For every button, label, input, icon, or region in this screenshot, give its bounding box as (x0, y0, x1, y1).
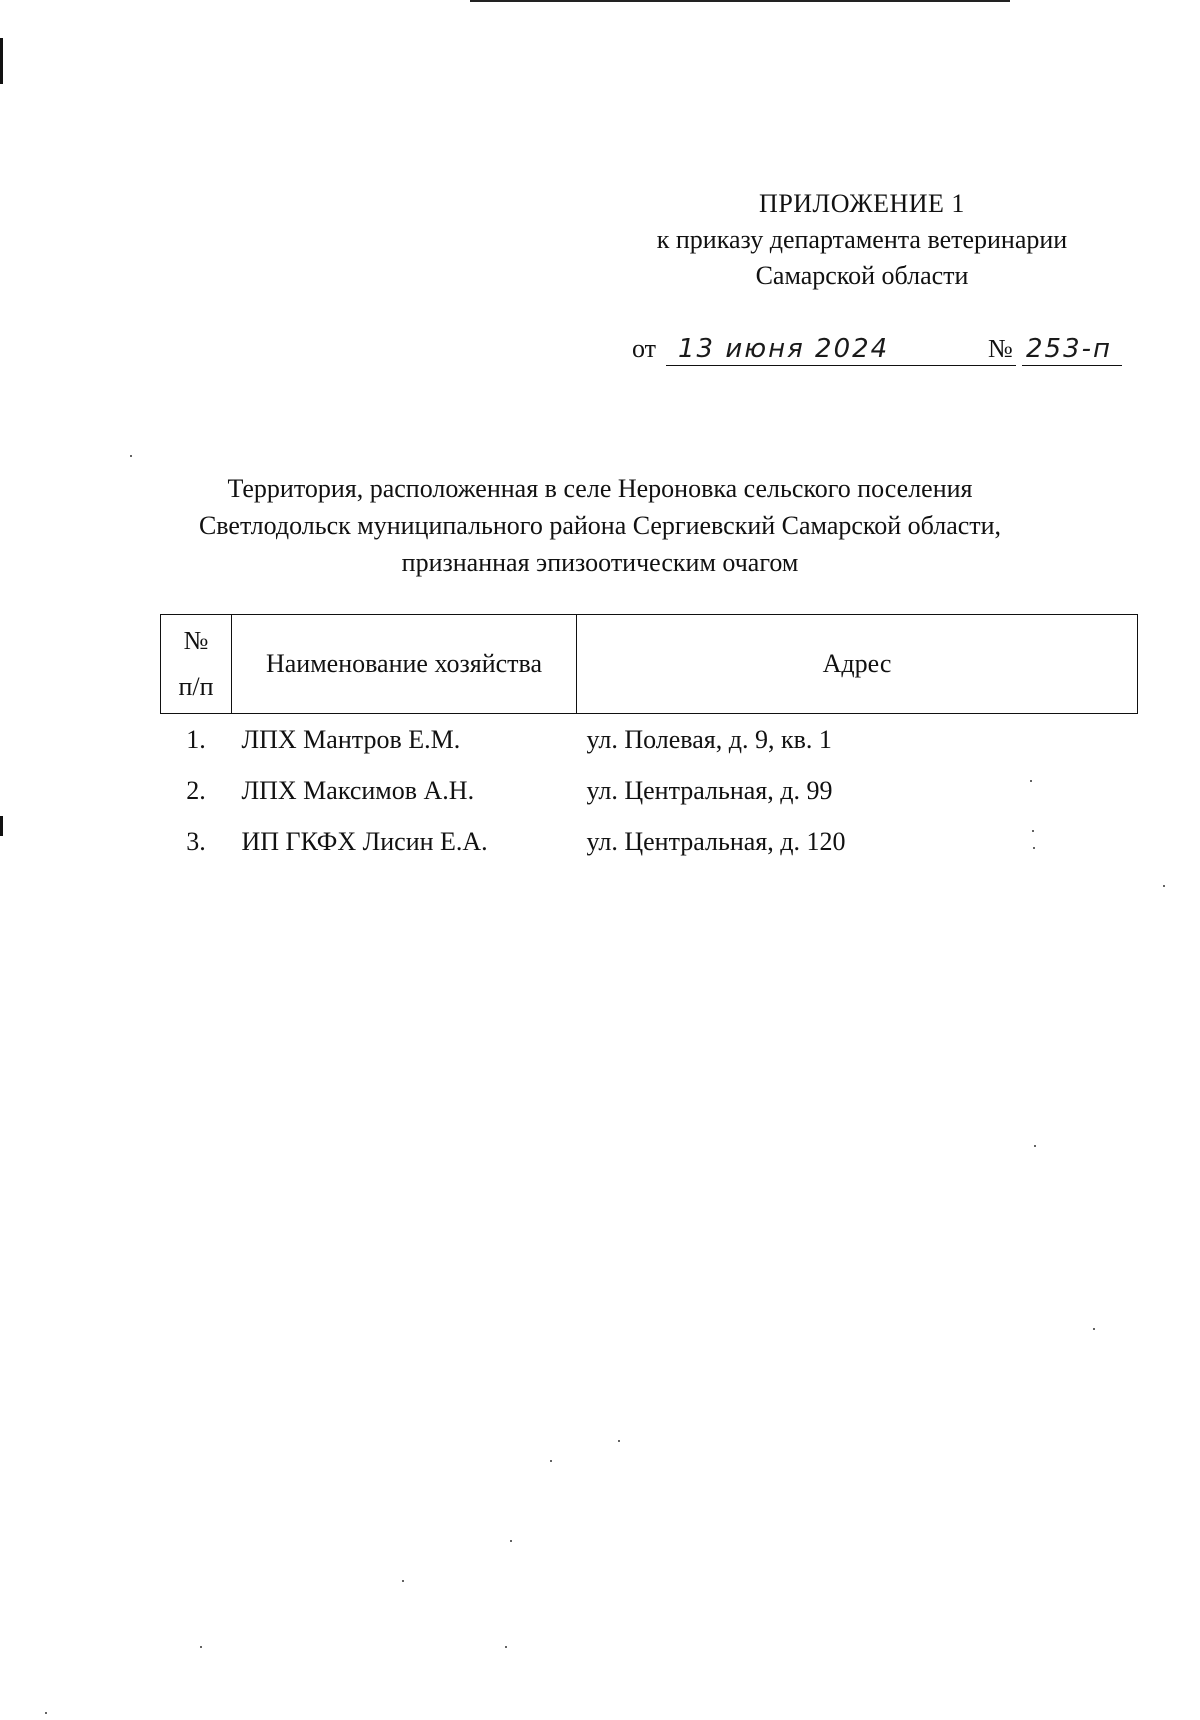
handwritten-number: 253-п (1026, 334, 1113, 364)
row-farm-name: ИП ГКФХ Лисин Е.А. (241, 826, 488, 856)
row-address: ул. Полевая, д. 9, кв. 1 (586, 724, 832, 754)
table-header-row (161, 615, 1138, 714)
scan-speck (550, 1460, 552, 1462)
scan-edge-line (470, 0, 1010, 2)
document-heading (100, 470, 1100, 581)
date-label: от (632, 334, 657, 363)
scan-speck (200, 1646, 202, 1648)
row-farm-name: ЛПХ Мантров Е.М. (241, 724, 461, 754)
appendix-header (602, 186, 1122, 294)
scan-edge-mark-top (0, 38, 3, 84)
appendix-title: ПРИЛОЖЕНИЕ 1 (759, 189, 965, 218)
scan-speck (1163, 885, 1165, 887)
header-number-pp: п/п (178, 672, 214, 701)
number-underline (1022, 365, 1122, 367)
heading-line-1: Территория, расположенная в селе Нероновка сельского поселения (227, 474, 973, 503)
number-label: № (988, 334, 1013, 363)
scan-speck (618, 1440, 620, 1442)
farms-table (160, 614, 1138, 867)
table-row (161, 816, 1138, 867)
header-number (161, 615, 232, 714)
heading-line-2: Светлодольск муниципального района Сергиевский Самарской области, (198, 511, 1002, 540)
row-number: 2. (186, 775, 206, 805)
scan-speck (1093, 1328, 1095, 1330)
table-row (161, 714, 1138, 766)
order-date-number-line (632, 330, 1122, 370)
row-number: 1. (186, 724, 206, 754)
scan-speck (130, 455, 132, 457)
header-farm-name: Наименование хозяйства (232, 615, 577, 714)
scan-speck (510, 1540, 512, 1542)
scan-edge-mark-middle (0, 816, 3, 836)
row-farm-name: ЛПХ Максимов А.Н. (241, 775, 475, 805)
handwritten-date: 13 июня 2024 (678, 334, 890, 364)
row-number: 3. (186, 826, 206, 856)
table-row (161, 765, 1138, 816)
appendix-subtitle-line-1: к приказу департамента ветеринарии (656, 225, 1068, 254)
date-underline (666, 365, 1016, 367)
scan-speck (1034, 1145, 1036, 1147)
scan-speck (402, 1580, 404, 1582)
header-address: Адрес (577, 615, 1138, 714)
header-number-symbol: № (183, 626, 209, 655)
scan-speck (505, 1646, 507, 1648)
scan-speck (45, 1712, 47, 1714)
row-address: ул. Центральная, д. 99 (586, 775, 833, 805)
appendix-subtitle-line-2: Самарской области (755, 261, 969, 290)
heading-line-3: признанная эпизоотическим очагом (401, 548, 799, 577)
row-address: ул. Центральная, д. 120 (586, 826, 846, 856)
